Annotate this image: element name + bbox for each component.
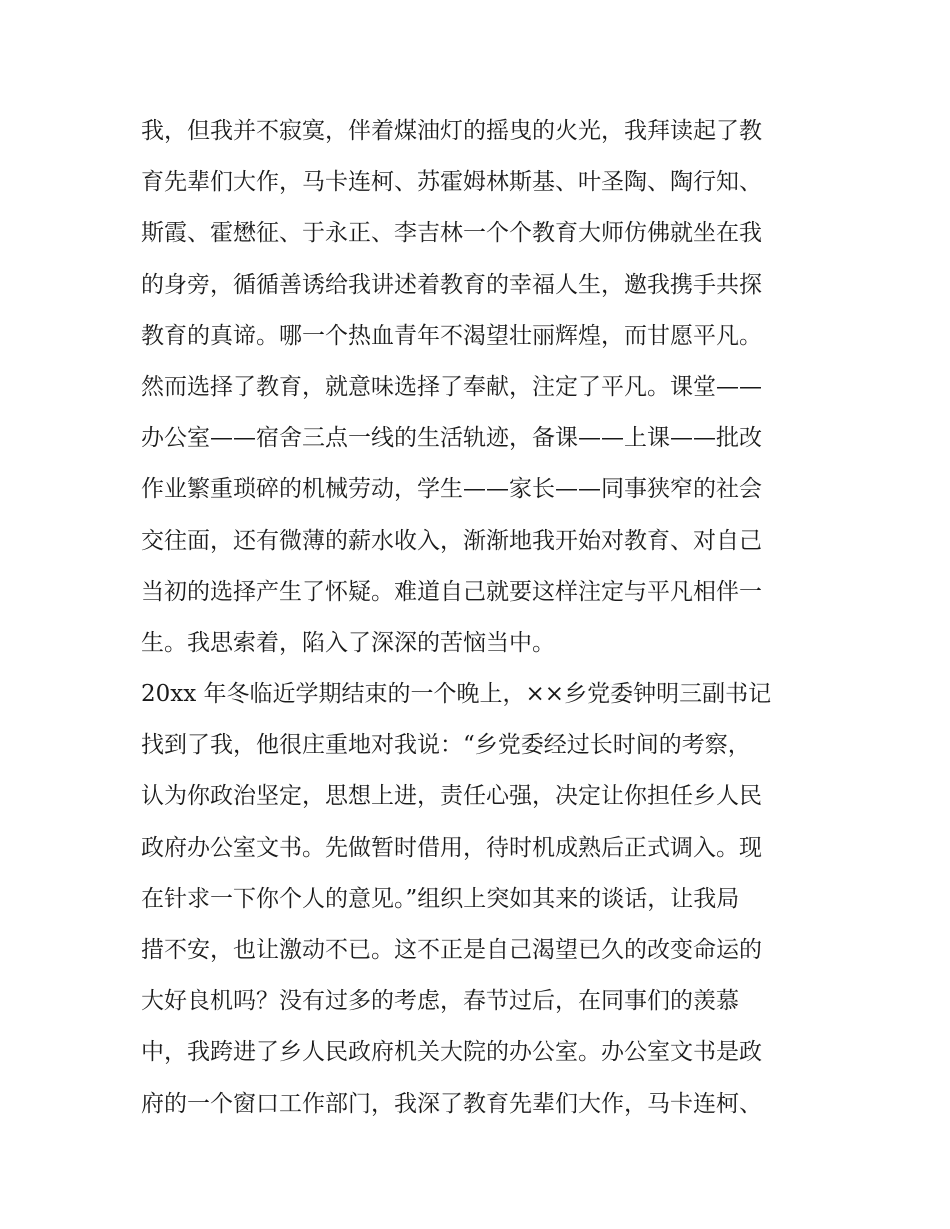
text-line-2: 育先辈们大作，马卡连柯、苏霍姆林斯基、叶圣陶、陶行知、 bbox=[141, 169, 762, 196]
text-line-10: 当初的选择产生了怀疑。难道自己就要这样注定与平凡相伴一 bbox=[141, 578, 762, 605]
text-line-15: 政府办公室文书。先做暂时借用，待时机成熟后正式调入。现 bbox=[141, 834, 762, 861]
text-line-9: 交往面，还有微薄的薪水收入，渐渐地我开始对教育、对自己 bbox=[141, 527, 762, 554]
text-line-4: 的身旁，循循善诱给我讲述着教育的幸福人生，邀我携手共探 bbox=[141, 271, 762, 298]
text-line-1: 我，但我并不寂寞，伴着煤油灯的摇曳的火光，我拜读起了教 bbox=[141, 118, 762, 144]
text-line-11: 生。我思索着，陷入了深深的苦恼当中。 bbox=[141, 629, 555, 656]
text-line-8: 作业繁重琐碎的机械劳动，学生——家长——同事狭窄的社会 bbox=[141, 476, 762, 503]
text-line-13: 找到了我，他很庄重地对我说：“乡党委经过长时间的考察， bbox=[141, 732, 751, 759]
text-line-6: 然而选择了教育，就意味选择了奉献，注定了平凡。课堂—— bbox=[141, 373, 762, 400]
text-line-18: 大好良机吗？没有过多的考虑，春节过后，在同事们的羡慕 bbox=[141, 988, 739, 1015]
text-line-17: 措不安，也让激动不已。这不正是自己渴望已久的改变命运的 bbox=[141, 937, 762, 963]
text-line-12: 20xx 年冬临近学期结束的一个晚上，××乡党委钟明三副书记 bbox=[141, 681, 772, 708]
text-line-19: 中，我跨进了乡人民政府机关大院的办公室。办公室文书是政 bbox=[141, 1039, 762, 1066]
text-line-3: 斯霞、霍懋征、于永正、李吉林一个个教育大师仿佛就坐在我 bbox=[141, 220, 762, 247]
body-text bbox=[141, 106, 817, 1130]
text-line-20: 府的一个窗口工作部门，我深了教育先辈们大作，马卡连柯、 bbox=[141, 1090, 762, 1117]
text-line-14: 认为你政治坚定，思想上进，责任心强，决定让你担任乡人民 bbox=[141, 783, 762, 810]
text-line-16: 在针求一下你个人的意见。”组织上突如其来的谈话，让我局 bbox=[141, 885, 740, 912]
text-line-5: 教育的真谛。哪一个热血青年不渴望壮丽辉煌，而甘愿平凡。 bbox=[141, 322, 762, 349]
text-line-7: 办公室——宿舍三点一线的生活轨迹，备课——上课——批改 bbox=[141, 425, 762, 452]
